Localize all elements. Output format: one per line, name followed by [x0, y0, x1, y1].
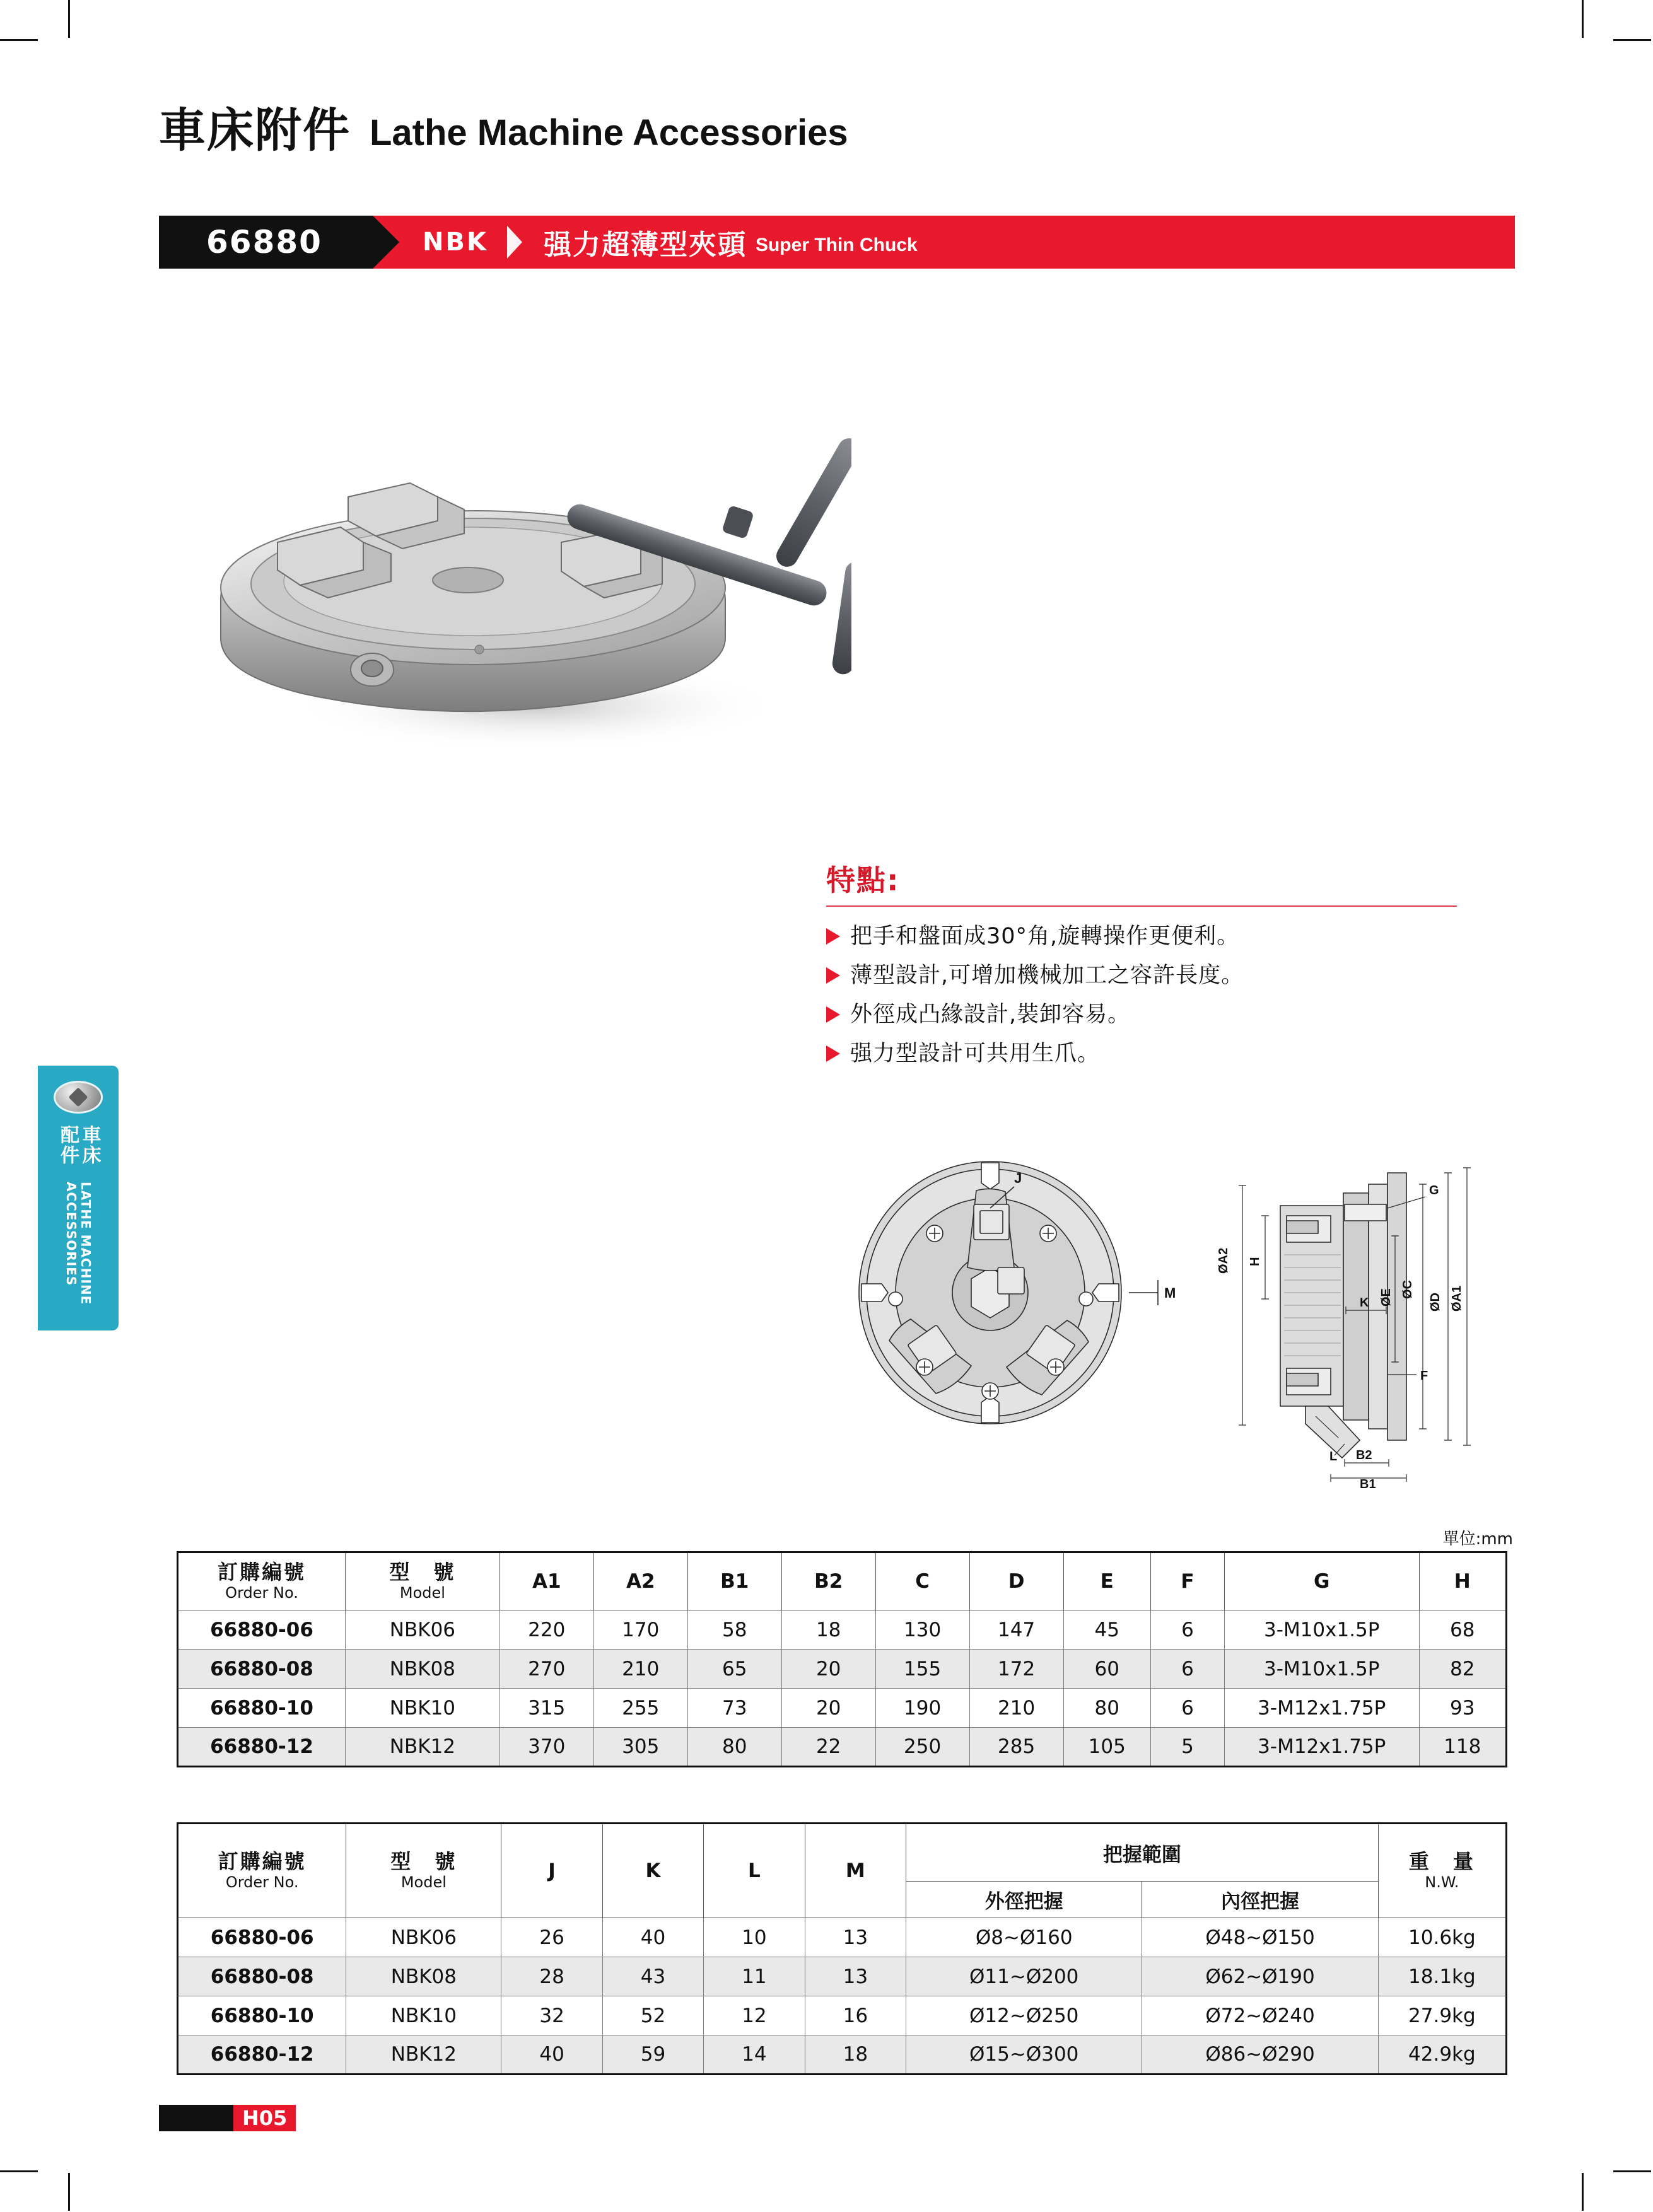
cell-outer-grip: Ø15~Ø300	[906, 2035, 1142, 2075]
cell-b2: 20	[781, 1650, 875, 1689]
drawing-label-e: ØE	[1379, 1288, 1393, 1307]
cell-k: 52	[602, 1996, 703, 2035]
col-inner-grip: 內徑把握	[1142, 1882, 1378, 1918]
drawing-label-h: H	[1248, 1257, 1262, 1266]
cell-b2: 22	[781, 1728, 875, 1767]
col-b1: B1	[687, 1552, 781, 1610]
crop-mark-bottom-right-h	[1613, 2170, 1651, 2172]
table-row	[178, 1918, 1507, 1957]
col-gripping-range: 把握範圍	[906, 1824, 1379, 1882]
cell-m: 13	[805, 1918, 906, 1957]
cell-d: 172	[969, 1650, 1063, 1689]
cell-f: 6	[1150, 1650, 1224, 1689]
cell-a2: 210	[593, 1650, 687, 1689]
product-name-en: Super Thin Chuck	[755, 235, 918, 255]
technical-drawings	[801, 1110, 1514, 1488]
features-title: 特點:	[826, 863, 900, 897]
cell-c: 190	[875, 1689, 969, 1728]
cell-order-no: 66880-12	[178, 2035, 346, 2075]
drawing-label-c: ØC	[1401, 1280, 1415, 1299]
features-divider	[826, 905, 1457, 907]
drawing-label-d: ØD	[1428, 1293, 1442, 1312]
table-row	[178, 2035, 1507, 2075]
side-tab-label-en: LATHE MACHINE ACCESSORIES	[64, 1182, 93, 1305]
cell-inner-grip: Ø86~Ø290	[1142, 2035, 1378, 2075]
cell-l: 10	[704, 1918, 805, 1957]
crop-mark-bottom-right	[1582, 2173, 1584, 2211]
col-m: M	[805, 1824, 906, 1918]
feature-text: 强力型設計可共用生爪。	[850, 1041, 1101, 1066]
product-photo	[183, 353, 851, 807]
cell-k: 40	[602, 1918, 703, 1957]
cell-e: 105	[1063, 1728, 1150, 1767]
col-f: F	[1150, 1552, 1224, 1610]
drawing-label-b1: B1	[1360, 1477, 1376, 1488]
cell-model: NBK06	[346, 1918, 501, 1957]
cell-a1: 370	[499, 1728, 593, 1767]
col-order-no: 訂購編號 Order No.	[178, 1552, 346, 1610]
cell-l: 12	[704, 1996, 805, 2035]
page-footer	[159, 2105, 296, 2131]
list-item	[826, 1001, 1495, 1028]
cell-weight: 18.1kg	[1378, 1957, 1506, 1996]
page-title-cn: 車床附件	[159, 103, 351, 158]
col-b2: B2	[781, 1552, 875, 1610]
page-number: H05	[233, 2105, 296, 2131]
cell-b1: 58	[687, 1610, 781, 1650]
col-model: 型 號 Model	[346, 1552, 500, 1610]
list-item	[826, 1040, 1495, 1067]
chevron-right-icon	[507, 226, 522, 259]
chuck-icon	[54, 1081, 103, 1114]
table-row	[178, 1689, 1507, 1728]
triangle-bullet-icon	[826, 967, 840, 984]
cell-m: 18	[805, 2035, 906, 2075]
cell-weight: 27.9kg	[1378, 1996, 1506, 2035]
table-header-row	[178, 1552, 1507, 1610]
cell-g: 3-M10x1.5P	[1224, 1610, 1419, 1650]
cell-model: NBK08	[346, 1957, 501, 1996]
cell-model: NBK10	[346, 1689, 500, 1728]
drawing-label-a1: ØA1	[1450, 1285, 1464, 1312]
cell-f: 6	[1150, 1610, 1224, 1650]
cell-h: 118	[1419, 1728, 1506, 1767]
brand-label: NBK	[423, 228, 488, 257]
cell-d: 285	[969, 1728, 1063, 1767]
table-row	[178, 1996, 1507, 2035]
features-list	[826, 923, 1495, 1067]
cell-g: 3-M12x1.75P	[1224, 1689, 1419, 1728]
unit-note: 單位:mm	[1442, 1530, 1513, 1549]
side-tab-lathe-accessories[interactable]	[38, 1066, 119, 1330]
table-row	[178, 1610, 1507, 1650]
cell-b1: 65	[687, 1650, 781, 1689]
product-banner	[159, 216, 1515, 269]
cell-outer-grip: Ø12~Ø250	[906, 1996, 1142, 2035]
feature-text: 薄型設計,可增加機械加工之容許長度。	[850, 963, 1244, 988]
cell-l: 11	[704, 1957, 805, 1996]
cell-m: 16	[805, 1996, 906, 2035]
cell-e: 60	[1063, 1650, 1150, 1689]
cell-b2: 18	[781, 1610, 875, 1650]
feature-text: 外徑成凸緣設計,裝卸容易。	[850, 1002, 1131, 1027]
cell-j: 32	[501, 1996, 602, 2035]
drawing-label-b2: B2	[1356, 1448, 1372, 1462]
col-h: H	[1419, 1552, 1506, 1610]
cell-e: 45	[1063, 1610, 1150, 1650]
cell-j: 26	[501, 1918, 602, 1957]
drawing-label-k: K	[1360, 1296, 1369, 1310]
drawing-label-j: J	[1014, 1170, 1022, 1186]
cell-weight: 42.9kg	[1378, 2035, 1506, 2075]
cell-b1: 80	[687, 1728, 781, 1767]
cell-a2: 255	[593, 1689, 687, 1728]
cell-a1: 315	[499, 1689, 593, 1728]
col-a2: A2	[593, 1552, 687, 1610]
cell-model: NBK10	[346, 1996, 501, 2035]
order-code-badge: 66880	[159, 216, 373, 269]
product-name-cn: 强力超薄型夾頭	[543, 229, 747, 261]
cell-k: 43	[602, 1957, 703, 1996]
cell-d: 147	[969, 1610, 1063, 1650]
triangle-bullet-icon	[826, 1045, 840, 1062]
cell-inner-grip: Ø72~Ø240	[1142, 1996, 1378, 2035]
col-weight: 重 量 N.W.	[1378, 1824, 1506, 1918]
table-row	[178, 1650, 1507, 1689]
drawing-label-g: G	[1429, 1184, 1439, 1197]
cell-h: 93	[1419, 1689, 1506, 1728]
cell-order-no: 66880-06	[178, 1610, 346, 1650]
col-outer-grip: 外徑把握	[906, 1882, 1142, 1918]
drawing-label-l: L	[1329, 1450, 1338, 1464]
feature-text: 把手和盤面成30°角,旋轉操作更便利。	[850, 924, 1240, 949]
cell-a2: 170	[593, 1610, 687, 1650]
page-title-en: Lathe Machine Accessories	[370, 112, 848, 153]
cell-outer-grip: Ø11~Ø200	[906, 1957, 1142, 1996]
cell-model: NBK08	[346, 1650, 500, 1689]
cell-b2: 20	[781, 1689, 875, 1728]
crop-mark-top-left	[68, 0, 70, 38]
col-k: K	[602, 1824, 703, 1918]
cell-m: 13	[805, 1957, 906, 1996]
features-section	[826, 858, 1495, 1080]
cell-c: 155	[875, 1650, 969, 1689]
cell-j: 28	[501, 1957, 602, 1996]
crop-mark-top-right	[1582, 0, 1584, 38]
cell-k: 59	[602, 2035, 703, 2075]
col-order-no: 訂購編號 Order No.	[178, 1824, 346, 1918]
cell-a1: 270	[499, 1650, 593, 1689]
cell-b1: 73	[687, 1689, 781, 1728]
cell-l: 14	[704, 2035, 805, 2075]
cell-c: 130	[875, 1610, 969, 1650]
col-j: J	[501, 1824, 602, 1918]
cell-h: 68	[1419, 1610, 1506, 1650]
cell-g: 3-M12x1.75P	[1224, 1728, 1419, 1767]
cell-a1: 220	[499, 1610, 593, 1650]
table-row	[178, 1957, 1507, 1996]
col-l: L	[704, 1824, 805, 1918]
col-a1: A1	[499, 1552, 593, 1610]
list-item	[826, 962, 1495, 989]
col-g: G	[1224, 1552, 1419, 1610]
col-e: E	[1063, 1552, 1150, 1610]
cell-order-no: 66880-08	[178, 1957, 346, 1996]
drawing-label-f: F	[1420, 1369, 1428, 1383]
triangle-bullet-icon	[826, 928, 840, 945]
cell-model: NBK06	[346, 1610, 500, 1650]
col-d: D	[969, 1552, 1063, 1610]
cell-model: NBK12	[346, 1728, 500, 1767]
crop-mark-top-left-h	[0, 39, 38, 41]
col-model: 型 號 Model	[346, 1824, 501, 1918]
cell-e: 80	[1063, 1689, 1150, 1728]
cell-model: NBK12	[346, 2035, 501, 2075]
table-header-row	[178, 1824, 1507, 1882]
cell-h: 82	[1419, 1650, 1506, 1689]
cell-inner-grip: Ø62~Ø190	[1142, 1957, 1378, 1996]
cell-order-no: 66880-12	[178, 1728, 346, 1767]
spec-table-gripping-range	[177, 1822, 1507, 2075]
footer-bar	[159, 2105, 233, 2131]
page-title	[159, 103, 848, 158]
drawings-svg	[801, 1110, 1514, 1488]
cell-f: 6	[1150, 1689, 1224, 1728]
cell-g: 3-M10x1.5P	[1224, 1650, 1419, 1689]
crop-mark-bottom-left	[68, 2173, 70, 2211]
table-row	[178, 1728, 1507, 1767]
cell-order-no: 66880-10	[178, 1689, 346, 1728]
side-tab-label-cn: 車床配件	[57, 1125, 101, 1166]
cell-j: 40	[501, 2035, 602, 2075]
cell-order-no: 66880-10	[178, 1996, 346, 2035]
cell-f: 5	[1150, 1728, 1224, 1767]
drawing-label-ha2: ØA2	[1217, 1247, 1230, 1274]
list-item	[826, 923, 1495, 950]
cell-inner-grip: Ø48~Ø150	[1142, 1918, 1378, 1957]
triangle-bullet-icon	[826, 1006, 840, 1023]
cell-a2: 305	[593, 1728, 687, 1767]
cell-d: 210	[969, 1689, 1063, 1728]
drawing-label-m: M	[1164, 1285, 1176, 1301]
cell-outer-grip: Ø8~Ø160	[906, 1918, 1142, 1957]
cell-c: 250	[875, 1728, 969, 1767]
cell-order-no: 66880-08	[178, 1650, 346, 1689]
cell-order-no: 66880-06	[178, 1918, 346, 1957]
product-photo-svg	[183, 353, 851, 807]
crop-mark-bottom-left-h	[0, 2170, 38, 2172]
spec-table-dimensions	[177, 1551, 1507, 1767]
col-c: C	[875, 1552, 969, 1610]
crop-mark-top-right-h	[1613, 39, 1651, 41]
cell-weight: 10.6kg	[1378, 1918, 1506, 1957]
